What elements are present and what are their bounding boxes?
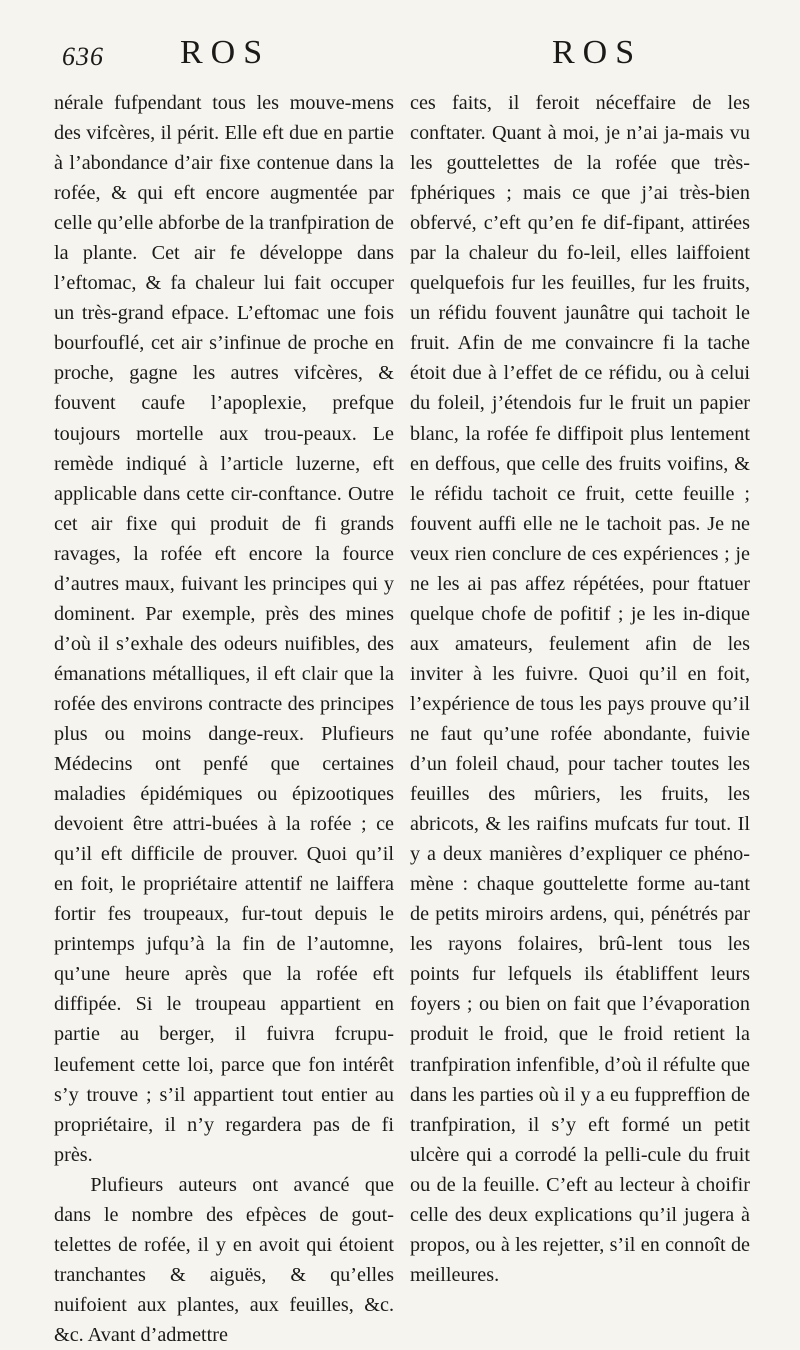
page-header	[0, 34, 800, 84]
left-paragraph-1: nérale fufpendant tous les mouve-mens des vifcères, il périt. Elle eft due en partie à l’abondance d’air fixe contenue dans la rofée, & qui eft encore augmentée par celle qu’elle abforbe de la tranfpiration de la plante. Cet air fe développe dans l’eftomac, & fa chaleur lui fait occuper un très-grand efpace. L’eftomac une fois bourfouflé, cet air s’infinue de proche en proche, gagne les autres vifcères, & fouvent caufe l’apoplexie, prefque toujours mortelle aux trou-peaux. Le remède indiqué à l’article luzerne, eft applicable dans cette cir-conftance. Outre cet air fixe qui produit de fi grands ravages, la rofée eft encore la fource d’autres maux, fuivant les principes qui y dominent. Par exemple, près des mines d’où il s’exhale des odeurs nuifibles, des émanations métalliques, il eft clair que la rofée des environs contracte des principes plus ou moins dange-reux. Plufieurs Médecins ont penfé que certaines maladies épidémiques ou épizootiques devoient être attri-buées à la rofée ; ce qu’il eft difficile de prouver. Quoi qu’il en foit, le propriétaire attentif ne laiffera fortir fes troupeaux, fur-tout depuis le printemps jufqu’à la fin de l’automne, qu’une heure après que la rofée eft diffipée. Si le troupeau appartient en partie au berger, il fuivra fcrupu-leufement cette loi, parce que fon intérêt s’y trouve ; s’il appartient tout entier au propriétaire, il n’y regardera pas de fi près.	[54, 92, 394, 1166]
page-number: 636	[62, 42, 104, 71]
left-running-head: ROS	[180, 34, 271, 71]
right-paragraph-1: ces faits, il feroit néceffaire de les conftater. Quant à moi, je n’ai ja-mais vu les gouttelettes de la rofée que très-fphériques ; mais ce que j’ai très-bien obfervé, c’eft qu’en fe dif-fipant, attirées par la chaleur du fo-leil, elles laiffoient quelquefois fur les feuilles, fur les fruits, un réfidu fouvent jaunâtre qui tachoit le fruit. Afin de me convaincre fi la tache étoit due à l’effet de ce réfidu, ou à celui du foleil, j’étendois fur le fruit un papier blanc, la rofée fe diffipoit plus lentement en deffous, que celle des fruits voifins, & le réfidu tachoit ce fruit, cette feuille ; fouvent auffi elle ne le tachoit pas. Je ne veux rien conclure de ces expériences ; je ne les ai pas affez répétées, pour ftatuer quelque chofe de pofitif ; je les in-dique aux amateurs, feulement afin de les inviter à les fuivre. Quoi qu’il en foit, l’expérience de tous les pays prouve qu’il ne faut qu’une rofée abondante, fuivie d’un foleil chaud, pour tacher toutes les feuilles des mûriers, les fruits, les abricots, & les raifins mufcats fur tout. Il y a deux manières d’expliquer ce phéno-mène : chaque gouttelette forme au-tant de petits miroirs ardens, qui, pénétrés par les rayons folaires, brû-lent tous les points fur lefquels ils établiffent leurs foyers ; ou bien on fait que l’évaporation produit le froid, que le froid retient la tranfpiration infenfible, d’où il réfulte que dans les parties où il y a eu fuppreffion de tranfpiration, il s’y eft formé un petit ulcère qui a corrodé la pelli-cule du fruit ou de la feuille. C’eft au lecteur à choifir celle des deux explications qu’il jugera à propos, ou à les rejetter, s’il en connoît de meilleures.	[410, 92, 750, 1286]
right-text-column	[410, 88, 750, 1290]
left-text-column	[54, 88, 394, 1350]
right-running-head: ROS	[552, 34, 643, 71]
left-paragraph-2: Plufieurs auteurs ont avancé que dans le nombre des efpèces de gout-telettes de rofée, il y en avoit qui étoient tranchantes & aiguës, & qu’elles nuifoient aux plantes, aux feuilles, &c. &c. Avant d’admettre	[54, 1173, 394, 1346]
